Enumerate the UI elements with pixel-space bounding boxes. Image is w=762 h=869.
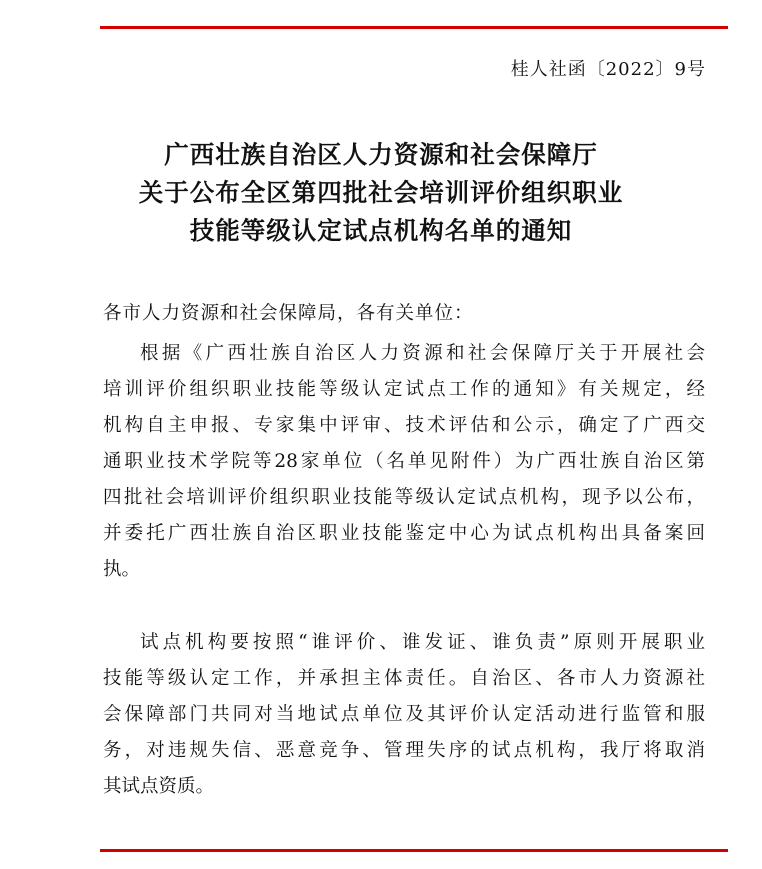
paragraph-line: 培训评价组织职业技能等级认定试点工作的通知》有关规定，经	[103, 379, 705, 400]
paragraph-line: 通职业技术学院等28家单位（名单见附件）为广西壮族自治区第	[103, 451, 705, 472]
title-line-1: 广西壮族自治区人力资源和社会保障厅	[164, 140, 598, 169]
paragraph-line: 根据《广西壮族自治区人力资源和社会保障厅关于开展社会	[140, 343, 705, 364]
bottom-red-rule	[100, 849, 728, 852]
salutation: 各市人力资源和社会保障局，各有关单位：	[103, 303, 474, 324]
title-line-2: 关于公布全区第四批社会培训评价组织职业	[138, 178, 624, 207]
paragraph-2	[103, 625, 705, 805]
paragraph-1	[103, 336, 705, 588]
paragraph-line: 并委托广西壮族自治区职业技能鉴定中心为试点机构出具备案回	[103, 523, 705, 544]
paragraph-line: 机构自主申报、专家集中评审、技术评估和公示，确定了广西交	[103, 415, 705, 436]
document-number: 桂人社函〔2022〕9号	[510, 59, 706, 80]
paragraph-line: 四批社会培训评价组织职业技能等级认定试点机构，现予以公布，	[103, 487, 705, 508]
paragraph-line: 会保障部门共同对当地试点单位及其评价认定活动进行监管和服	[103, 704, 705, 725]
paragraph-line: 执。	[103, 559, 141, 580]
top-red-rule	[100, 26, 728, 29]
paragraph-line: 试点机构要按照“谁评价、谁发证、谁负责”原则开展职业	[140, 632, 705, 653]
paragraph-line: 技能等级认定工作，并承担主体责任。自治区、各市人力资源社	[103, 668, 705, 689]
paragraph-line: 务，对违规失信、恶意竞争、管理失序的试点机构，我厅将取消	[103, 740, 705, 761]
title-line-3: 技能等级认定试点机构名单的通知	[189, 216, 573, 245]
document-title	[0, 136, 762, 250]
paragraph-line: 其试点资质。	[103, 776, 215, 797]
